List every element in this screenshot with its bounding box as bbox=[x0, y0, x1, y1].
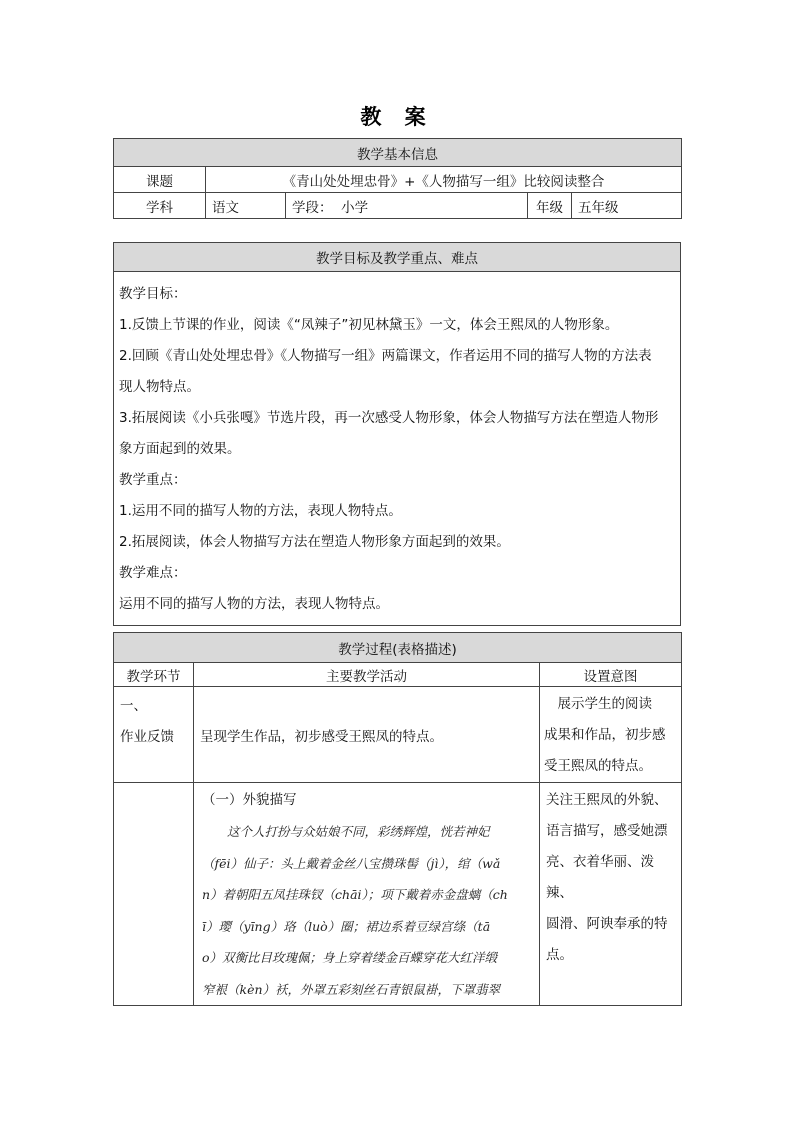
key-point-1: 1.运用不同的描写人物的方法，表现人物特点。 bbox=[119, 503, 402, 519]
topic-value: 《青山处处埋忠骨》+《人物描写一组》比较阅读整合 bbox=[206, 167, 682, 193]
stage-cell bbox=[286, 193, 528, 219]
goals-body bbox=[114, 272, 681, 626]
basic-info-header: 教学基本信息 bbox=[114, 139, 682, 167]
topic-label: 课题 bbox=[114, 167, 206, 193]
row2-stage bbox=[114, 783, 194, 1006]
grade-value: 五年级 bbox=[572, 193, 682, 219]
subject-label: 学科 bbox=[114, 193, 206, 219]
row2-intent bbox=[540, 783, 682, 1006]
objective-3a: 3.拓展阅读《小兵张嘎》节选片段，再一次感受人物形象，体会人物描写方法在塑造人物形 bbox=[119, 410, 659, 426]
row1-intent-line2: 成果和作品，初步感 bbox=[544, 727, 666, 743]
stage-label: 学段： bbox=[292, 199, 333, 216]
row2-text-line4: ī）璎（yīng）珞（luò）圈；裙边系着豆绿宫绦（tā bbox=[202, 918, 491, 934]
col-intent-header: 设置意图 bbox=[540, 663, 682, 687]
difficulty-title: 教学难点： bbox=[119, 565, 187, 581]
process-table bbox=[113, 632, 682, 1006]
row1-stage-num: 一、 bbox=[120, 698, 147, 714]
objective-2b: 现人物特点。 bbox=[119, 379, 200, 395]
row2-text-line6: 窄裉（kèn）袄，外罩五彩刻丝石青银鼠褂，下罩翡翠 bbox=[202, 981, 501, 997]
grade-label: 年级 bbox=[528, 193, 572, 219]
key-point-2: 2.拓展阅读，体会人物描写方法在塑造人物形象方面起到的效果。 bbox=[119, 534, 510, 550]
row2-activity bbox=[194, 783, 540, 1006]
row1-stage bbox=[114, 687, 194, 783]
col-stage-header: 教学环节 bbox=[114, 663, 194, 687]
row1-activity: 呈现学生作品，初步感受王熙凤的特点。 bbox=[194, 687, 540, 783]
row2-intent-line5: 点。 bbox=[546, 947, 573, 963]
objective-1: 1.反馈上节课的作业，阅读《“凤辣子”初见林黛玉》一文，体会王熙凤的人物形象。 bbox=[119, 317, 619, 333]
objective-2a: 2.回顾《青山处处埋忠骨》《人物描写一组》两篇课文，作者运用不同的描写人物的方法表 bbox=[119, 348, 652, 364]
row2-text-line1: 这个人打扮与众姑娘不同，彩绣辉煌，恍若神妃 bbox=[202, 824, 490, 839]
stage-value: 小学 bbox=[341, 199, 369, 216]
goals-header: 教学目标及教学重点、难点 bbox=[114, 243, 681, 272]
key-points-title: 教学重点： bbox=[119, 472, 187, 488]
row1-stage-name: 作业反馈 bbox=[120, 729, 174, 745]
col-activity-header: 主要教学活动 bbox=[194, 663, 540, 687]
difficulty-1: 运用不同的描写人物的方法，表现人物特点。 bbox=[119, 596, 389, 612]
row2-intent-line1: 关注王熙凤的外貌、 bbox=[546, 792, 668, 808]
row1-intent-line1: 展示学生的阅读 bbox=[544, 696, 652, 712]
basic-info-table bbox=[113, 138, 682, 219]
row2-text-line2: （fēi）仙子：头上戴着金丝八宝攒珠髻（jì），绾（wǎ bbox=[202, 855, 501, 871]
row2-intent-line3: 亮、衣着华丽、泼辣、 bbox=[546, 854, 654, 901]
row2-text-line3: n）着朝阳五凤挂珠钗（chāi）；项下戴着赤金盘螭（ch bbox=[202, 887, 508, 902]
row2-subtitle: （一）外貌描写 bbox=[202, 792, 297, 808]
subject-value: 语文 bbox=[206, 193, 286, 219]
document-title: 教 案 bbox=[360, 105, 434, 129]
row2-intent-line2: 语言描写，感受她漂 bbox=[546, 823, 668, 839]
row2-text-line5: o）双衡比目玫瑰佩；身上穿着缕金百蝶穿花大红洋缎 bbox=[202, 950, 498, 965]
row2-intent-line4: 圆滑、阿谀奉承的特 bbox=[546, 916, 668, 932]
row1-intent bbox=[540, 687, 682, 783]
process-header: 教学过程(表格描述) bbox=[114, 633, 682, 663]
objective-3b: 象方面起到的效果。 bbox=[119, 441, 241, 457]
goals-table bbox=[113, 242, 681, 626]
row1-intent-line3: 受王熙凤的特点。 bbox=[544, 758, 652, 774]
objectives-title: 教学目标： bbox=[119, 286, 187, 302]
